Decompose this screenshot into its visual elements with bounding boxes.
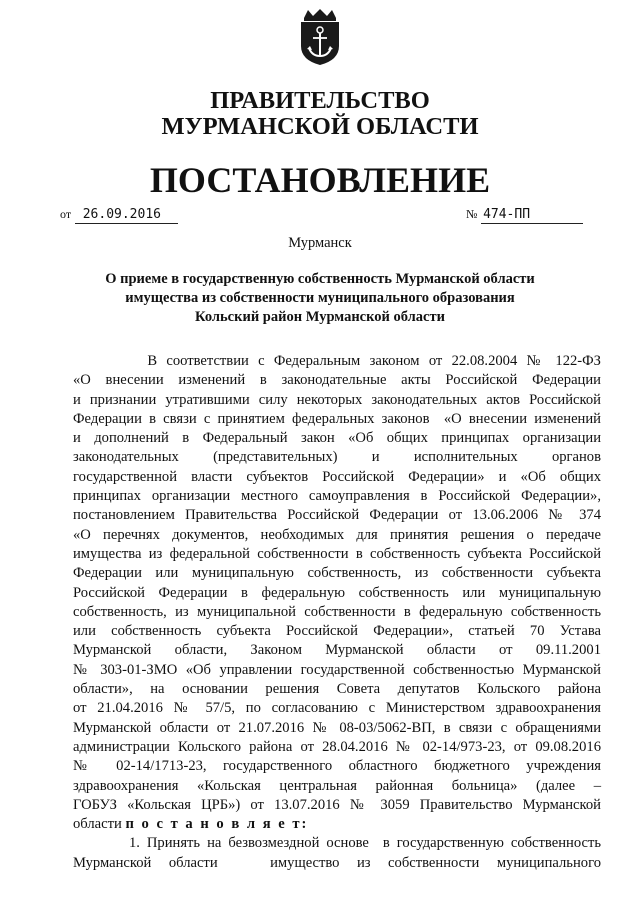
body-line: государственной власти субъектов Российской Федерации» и «Об общих: [73, 468, 601, 485]
body-line: Федерации или муниципальную собственность, из собственности субъекта: [73, 565, 601, 582]
document-city: Мурманск: [288, 235, 352, 251]
item1-line2: Мурманской области имущество из собственности муниципального: [73, 854, 601, 871]
item1-line1: 1. Принять на безвозмездной основе в государственную собственность: [73, 835, 601, 852]
body-line: имущества из федеральной собственности в собственность субъекта Российской: [73, 545, 601, 562]
body-line: постановлением Правительства Российской Федерации от 13.06.2006 № 374: [73, 507, 601, 524]
document-date: [60, 206, 190, 226]
body-line: Российской Федерации в федеральную собственность или муниципальную: [73, 584, 601, 601]
body-line: и признании утратившими силу некоторых законодательных актов Российской: [73, 391, 601, 408]
government-title-line1: ПРАВИТЕЛЬСТВО: [210, 87, 430, 114]
body-line: администрации Кольского района от 28.04.2016 № 02-14/973-23, от 09.08.2016: [73, 738, 601, 755]
date-prefix: от: [60, 207, 72, 221]
body-line: законодательных (представительных) и исполнительных органов: [73, 449, 601, 466]
body-line: «О перечнях документов, необходимых для принятия решения о передаче: [73, 526, 601, 543]
body-line: принципах организации местного самоуправления в Российской Федерации»,: [73, 488, 601, 505]
date-value: 26.09.2016: [75, 207, 178, 224]
resolve-suffix: :: [301, 816, 309, 833]
resolve-prefix: области: [73, 816, 126, 833]
resolve-word: п о с т а н о в л я е т: [125, 816, 302, 833]
body-line: области», на основании решения Совета депутатов Кольского района: [73, 681, 601, 698]
body-line: здравоохранения «Кольская центральная районная больница» (далее –: [73, 777, 601, 794]
subject-line2: имущества из собственности муниципального образования: [125, 290, 515, 306]
government-title-line2: МУРМАНСКОЙ ОБЛАСТИ: [161, 113, 479, 140]
body-line: от 21.04.2016 № 57/5, по согласованию с Министерством здравоохранения: [73, 700, 601, 717]
document-body: [73, 352, 601, 873]
body-line: Федерации в связи с принятием федеральных законов «О внесении изменений: [73, 410, 601, 427]
body-line: ГОБУЗ «Кольская ЦРБ») от 13.07.2016 № 3059 Правительство Мурманской: [73, 796, 601, 813]
document-number: [466, 206, 596, 226]
document-subject: [70, 270, 570, 327]
body-line: Мурманской области, Законом Мурманской области от 09.11.2001: [73, 642, 601, 659]
body-line: или собственность субъекта Российской Федерации», статьей 70 Устава: [73, 623, 601, 640]
body-line: № 02-14/1713-23, государственного областного бюджетного учреждения: [73, 758, 601, 775]
number-prefix: №: [466, 207, 478, 221]
resolve-line: [73, 815, 601, 834]
document-type: ПОСТАНОВЛЕНИЕ: [149, 160, 491, 200]
subject-line3: Кольский район Мурманской области: [195, 309, 445, 325]
subject-line1: О приеме в государственную собственность Мурманской области: [105, 271, 535, 287]
government-title: [0, 88, 640, 140]
body-line: собственность, из муниципальной собственности в федеральную собственность: [73, 603, 601, 620]
body-line: и дополнений в Федеральный закон «Об общих принципах организации: [73, 430, 601, 447]
coat-of-arms-icon: [296, 8, 344, 66]
body-line: «О внесении изменений в законодательные акты Российской Федерации: [73, 372, 601, 389]
body-line: В соответствии с Федеральным законом от 22.08.2004 № 122-ФЗ: [73, 353, 601, 369]
body-line: Мурманской области от 21.07.2016 № 08-03/5062-ВП, в связи с обращениями: [73, 719, 601, 736]
body-paragraph: [73, 352, 601, 815]
number-value: 474-ПП: [481, 207, 583, 224]
body-line: № 303-01-ЗМО «Об управлении государственной собственностью Мурманской: [73, 661, 601, 678]
